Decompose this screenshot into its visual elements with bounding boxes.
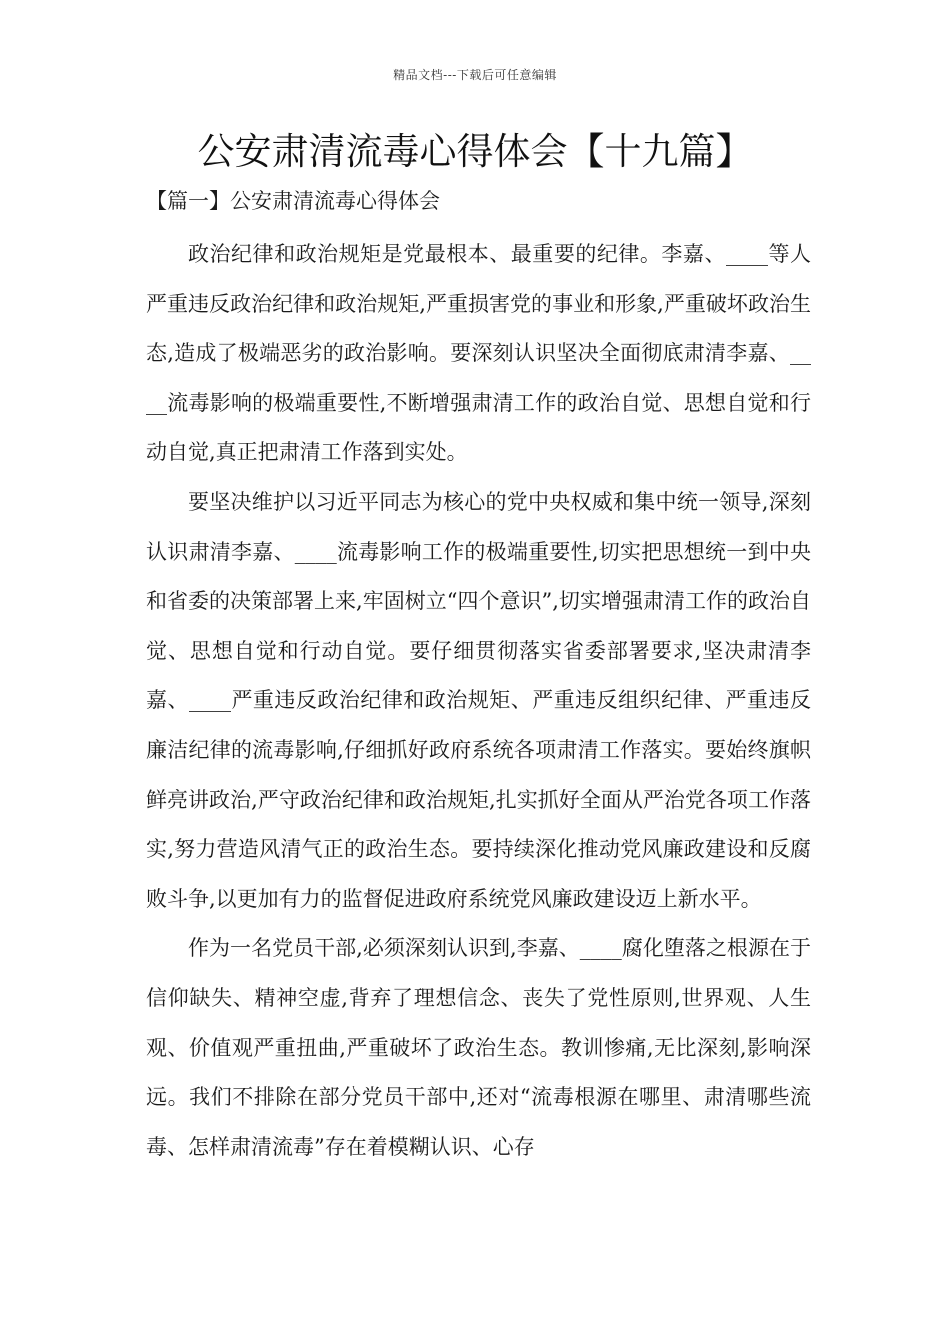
document-title: 公安肃清流毒心得体会【十九篇】 bbox=[197, 130, 753, 173]
header-note: 精品文档---下载后可任意编辑 bbox=[393, 68, 557, 82]
paragraph: 政治纪律和政治规矩是党最根本、最重要的纪律。李嘉、____等人严重违反政治纪律和政治规矩,严重损害党的事业和形象,严重破坏政治生态,造成了极端恶劣的政治影响。要深刻认识坚决全面彻底肃清李嘉、____流毒影响的极端重要性,不断增强肃清工作的政治自觉、思想自觉和行动自觉,真正把肃清工作落到实处。 bbox=[146, 242, 811, 465]
paragraph: 要坚决维护以习近平同志为核心的党中央权威和集中统一领导,深刻认识肃清李嘉、____流毒影响工作的极端重要性,切实把思想统一到中央和省委的决策部署上来,牢固树立“四个意识”,切实增强肃清工作的政治自觉、思想自觉和行动自觉。要仔细贯彻落实省委部署要求,坚决肃清李嘉、____严重违反政治纪律和政治规矩、严重违反组织纪律、严重违反廉洁纪律的流毒影响,仔细抓好政府系统各项肃清工作落实。要始终旗帜鲜亮讲政治,严守政治纪律和政治规矩,扎实抓好全面从严治党各项工作落实,努力营造风清气正的政治生态。要持续深化推动党风廉政建设和反腐败斗争,以更加有力的监督促进政府系统党风廉政建设迈上新水平。 bbox=[146, 489, 811, 911]
section-heading: 【篇一】公安肃清流毒心得体会 bbox=[146, 189, 440, 213]
body-text bbox=[146, 230, 811, 1172]
paragraph: 作为一名党员干部,必须深刻认识到,李嘉、____腐化堕落之根源在于信仰缺失、精神空虚,背弃了理想信念、丧失了党性原则,世界观、人生观、价值观严重扭曲,严重破坏了政治生态。教训惨痛,无比深刻,影响深远。我们不排除在部分党员干部中,还对“流毒根源在哪里、肃清哪些流毒、怎样肃清流毒”存在着模糊认识、心存 bbox=[146, 936, 811, 1159]
